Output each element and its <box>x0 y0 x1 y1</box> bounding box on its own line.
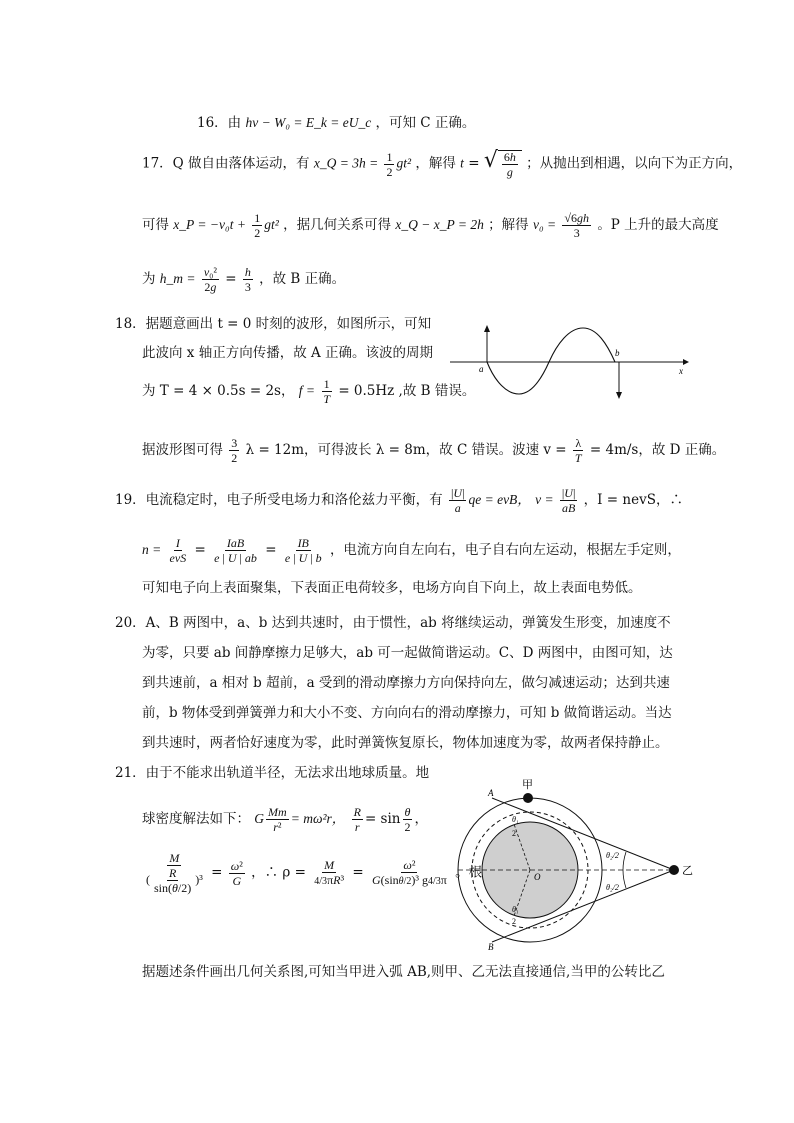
q19-line-3: 可知电子向上表面聚集，下表面正电荷较多，电场方向自下向上，故上表面电势低。 <box>142 580 642 596</box>
angle-theta2-lower: θ₂/2 <box>606 883 619 892</box>
label-B: B <box>488 942 494 952</box>
q17-l1-suffix: ；从抛出到相遇，以向下为正方向， <box>526 155 743 172</box>
q21-l2-prefix: 球密度解法如下： <box>142 811 250 827</box>
q17-l1-eq1: x_Q = 3h = <box>313 155 379 171</box>
q21-M-big-frac: M ( $\frac{R}{\sin(\theta/2)}$ )³ <box>146 851 203 895</box>
q19-line-1 <box>115 487 683 514</box>
q19-frac-1: $\frac{I}{\text{evS}}$ <box>169 536 187 565</box>
angle-theta2-upper: θ₂/2 <box>606 851 619 860</box>
q16-prefix: 16．由 <box>197 115 242 131</box>
q18-threehalves: $\frac{3}{2}$ <box>231 436 238 465</box>
q21-l2-eq: = mω²r， <box>290 811 346 826</box>
angle-arc <box>623 852 626 888</box>
q16-suffix: ，可知 C 正确。 <box>375 115 476 131</box>
q18-l4-suffix: = 4m/s，故 D 正确。 <box>589 442 726 458</box>
angle-theta-lower: θ₁ <box>512 905 519 914</box>
q21-Mm-over-r2: $\frac{Mm}{\text{r²}}$ <box>268 805 287 834</box>
wave-label-x: x <box>679 366 683 376</box>
q21-theta-half: $\frac{\theta}{2}$ <box>404 805 411 834</box>
label-yi: 乙 <box>682 865 693 877</box>
q20-line-1: 20．A、B 两图中，a、b 达到共速时，由于惯性，ab 将继续运动，弹簧发生形变，加速度不 <box>115 615 671 631</box>
q18-l3-suffix: = 0.5Hz ,故 B 错误。 <box>338 383 476 399</box>
wave-x-arrow <box>683 359 689 365</box>
q21-l2-eq2: = sin <box>364 811 401 827</box>
q18-lambda-over-T: $\frac{\lambda}{T}$ <box>574 436 582 465</box>
q21-l3-suffix: 。根 <box>455 864 483 881</box>
q21-omega2-over-G: $\frac{\text{ω²}}{G}$ <box>230 858 243 888</box>
q18-l3-prefix: 为 T = 4 × 0.5s = 2s， <box>142 383 295 399</box>
q21-l3-mid: ，∴ ρ = <box>251 864 306 881</box>
q21-line-3: M ( $\frac{R}{\sin(\theta/2)}$ )³ = $\frac{\text{ω²}}{G}$ ，∴ ρ = $\frac{M}{\text{4/3πR³}}$ = $\frac{\text{ω²}}{\text{G(sinθ/2)³ g4/3π}}$ 。根 <box>146 851 483 895</box>
q21-line-2: 球密度解法如下： G $\frac{Mm}{\text{r²}}$ = mω²r， $\frac{R}{r}$ = sin $\frac{\theta}{2}$ ， <box>142 805 428 834</box>
q17-l2-mid: ，据几何关系可得 <box>283 217 392 233</box>
q19-l1-v: v = <box>535 492 554 507</box>
q19-U-over-aB: $\frac{|U|}{aB}$ <box>561 486 576 515</box>
q18-f-fraction: $\frac{1}{T}$ <box>323 377 331 406</box>
q19-l2-suffix: ，电流方向自左向右，电子自右向左运动，根据左手定则， <box>329 542 681 558</box>
q19-line-2: n = $\frac{I}{\text{evS}}$ = $\frac{\text{IaB}}{e | U | ab}$ = $\frac{IB}{e | U | b}$ ，电流方向自左向右，电子自右向左运动，根据左手定则， <box>142 536 681 565</box>
q16-line <box>197 116 475 131</box>
orbit-figure <box>450 778 695 953</box>
q17-sqrt-t: √ $\frac{6h}{g}$ <box>484 150 522 178</box>
q21-line-1: 21．由于不能求出轨道半径，无法求出地球质量。地 <box>115 765 430 781</box>
q18-l4-prefix: 据波形图可得 <box>142 442 223 458</box>
q19-l1-mid: qe = evB， <box>468 492 531 507</box>
q17-l3-eq: h_m = <box>159 271 196 286</box>
label-jia: 甲 <box>522 779 533 791</box>
wave-path-right <box>585 362 619 392</box>
q17-l1-solve: ，解得 <box>415 155 456 172</box>
q17-l2-prefix: 可得 <box>142 217 169 233</box>
wave-label-b: b <box>615 348 620 358</box>
q19-l2-n: n = <box>142 542 162 557</box>
q18-line-4 <box>142 437 725 464</box>
q20-line-5: 到共速时，两者恰好速度为零，此时弹簧恢复原长，物体加速度为零，故两者保持静止。 <box>142 735 669 751</box>
satellite-jia <box>523 793 533 803</box>
q17-l3-prefix: 为 <box>142 271 156 287</box>
q18-line-2: 此波向 x 轴正方向传播，故 A 正确。该波的周期 <box>142 345 434 361</box>
q21-rho-result: $\frac{\text{ω²}}{\text{G(sinθ/2)³ g4/3π}}$ <box>371 858 447 887</box>
q17-l2-mid2: ；解得 <box>488 217 529 233</box>
label-A: A <box>488 788 494 798</box>
q19-l1-suffix: ，I = nevS，∴ <box>583 492 683 508</box>
wave-arrow-a <box>484 325 490 332</box>
q17-half-fraction-2: $\frac{1}{2}$ <box>254 211 261 240</box>
q18-line-3 <box>142 378 475 405</box>
q18-line-1: 18．据题意画出 t = 0 时刻的波形，如图所示，可知 <box>115 316 432 332</box>
q20-line-4: 前，b 物体受到弹簧弹力和大小不变、方向向右的滑动摩擦力，可知 b 做简谐运动。当达 <box>142 705 672 721</box>
q18-l3-f: f = <box>298 383 316 398</box>
q17-l2-eq2: x_Q − x_P = 2h <box>395 217 484 232</box>
q17-half-fraction: $\frac{1}{2}$ <box>386 149 393 179</box>
q17-l3-suffix: ，故 B 正确。 <box>259 271 346 287</box>
q19-frac-2: $\frac{\text{IaB}}{e | U | ab}$ <box>214 536 257 565</box>
q18-l4-mid: λ = 12m，可得波长 λ = 8m，故 C 错误。波速 v = <box>245 442 567 458</box>
q19-l1-prefix: 19．电流稳定时，电子所受电场力和洛伦兹力平衡，有 <box>115 492 443 508</box>
q21-rho-frac: $\frac{M}{\text{4/3πR³}}$ <box>314 858 345 887</box>
wave-path-tail <box>592 362 617 382</box>
q20-line-2: 为零，只要 ab 间静摩擦力足够大，ab 可一起做简谐运动。C、D 两图中，由图可知，达 <box>142 645 673 661</box>
satellite-yi <box>669 865 679 875</box>
q17-h3-fraction: $\frac{h}{3}$ <box>244 265 251 294</box>
label-O: O <box>534 872 541 882</box>
q19-frac-3: $\frac{IB}{e | U | b}$ <box>284 536 322 565</box>
q17-hm-fraction: $\frac{\text{v₀²}}{2g}$ <box>203 265 217 294</box>
q17-v0-fraction: $\frac{√6gh}{3}$ <box>564 211 590 240</box>
q17-l2-suffix: 。P 上升的最大高度 <box>597 217 719 233</box>
q21-line-4: 据题述条件画出几何关系图,可知当甲进入弧 AB,则甲、乙无法直接通信,当甲的公转比乙 <box>142 964 665 980</box>
q17-line-2: 可得 x_P = −v₀t + $\frac{1}{2}$ gt² ，据几何关系可得 x_Q − x_P = 2h ；解得 v₀ = $\frac{√6gh}{3}$ 。P 上升的最大高度 <box>142 211 719 240</box>
wave-path <box>487 328 615 394</box>
q17-line-1: 17．Q 做自由落体运动，有 x_Q = 3h = $\frac{1}{2}$ gt² ，解得 t = √ $\frac{6h}{g}$ ；从抛出到相遇，以向下为正方向， <box>142 148 743 179</box>
q17-l2-eq: x_P = −v₀t + <box>173 217 246 232</box>
wave-figure <box>445 322 695 412</box>
q17-l1-prefix: 17．Q 做自由落体运动，有 <box>142 155 310 172</box>
q17-line-3: 为 h_m = $\frac{\text{v₀²}}{2g}$ = $\frac{h}{3}$ ，故 B 正确。 <box>142 265 346 294</box>
wave-arrow-b <box>616 392 622 399</box>
q21-R-over-r: $\frac{R}{r}$ <box>353 805 361 834</box>
wave-label-a: a <box>479 364 484 374</box>
q16-formula: hν − W₀ = E_k = eU_c <box>245 115 372 130</box>
angle-half-lower: 2 <box>512 917 516 926</box>
q17-l2-eq3: v₀ = <box>532 217 557 232</box>
q20-line-3: 到共速前，a 相对 b 超前，a 受到的滑动摩擦力方向保持向左，做匀减速运动；达到共速 <box>142 675 670 691</box>
q19-U-over-a: $\frac{|U|}{a}$ <box>450 486 465 515</box>
angle-half-upper: 2 <box>512 829 516 838</box>
angle-theta-upper: θ₁ <box>512 815 519 824</box>
